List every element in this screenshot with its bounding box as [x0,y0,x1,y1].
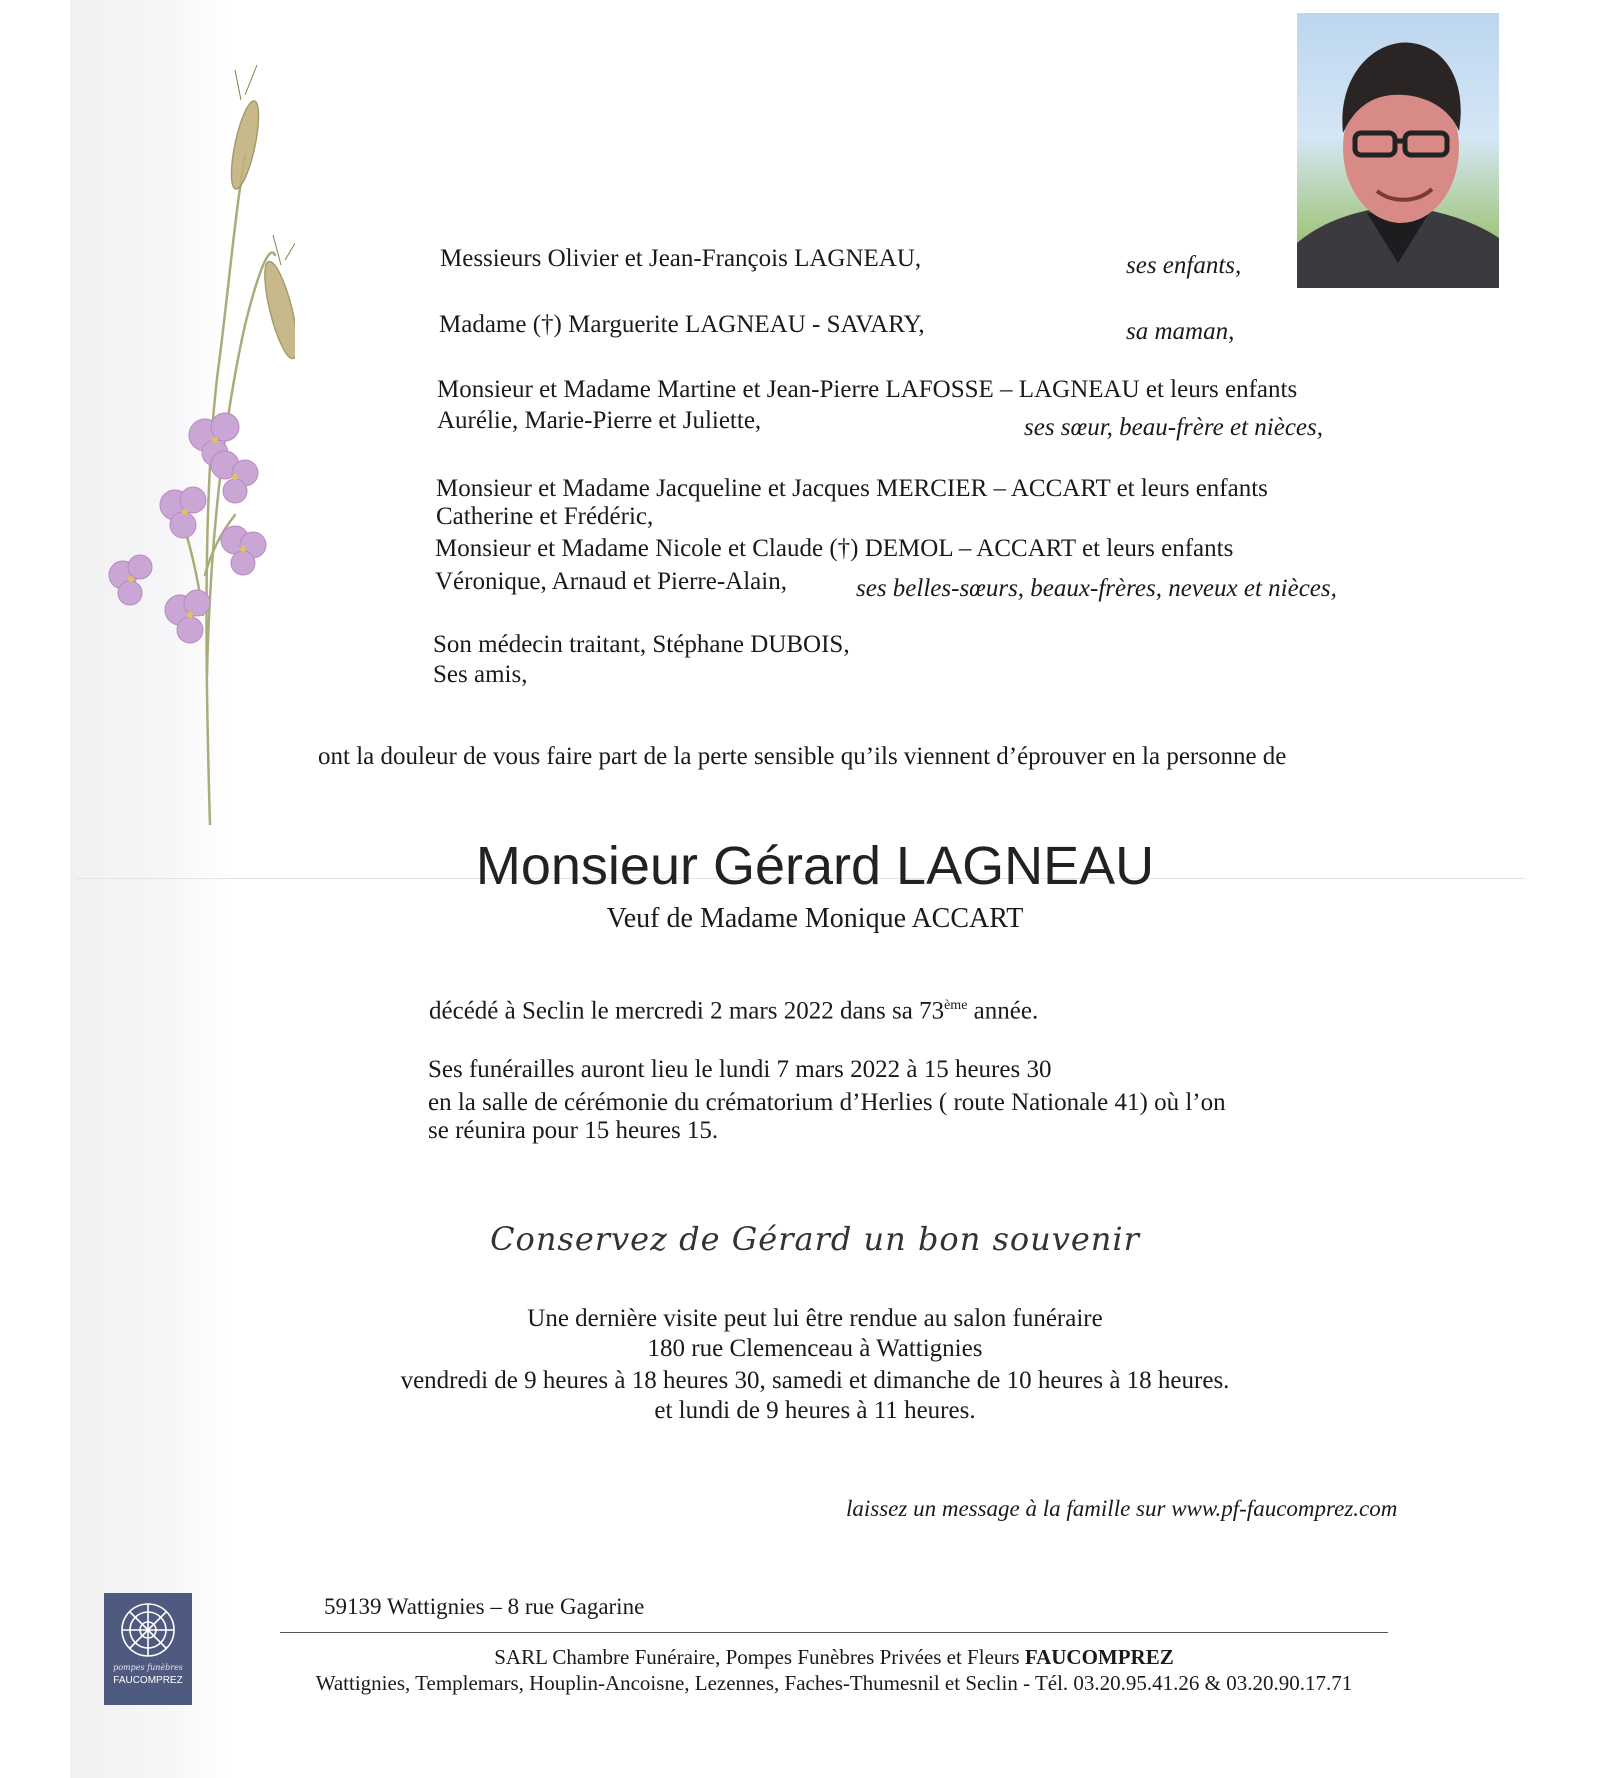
deceased-subtitle: Veuf de Madame Monique ACCART [606,903,1024,934]
relation-mother: sa maman, [1126,318,1235,345]
family-line-sister: Monsieur et Madame Martine et Jean-Pierre LAFOSSE – LAGNEAU et leurs enfants [437,376,1298,403]
relation-sister: ses sœur, beau-frère et nièces, [1024,414,1324,441]
family-line-children: Messieurs Olivier et Jean-François LAGNEAU, [440,245,922,272]
footer-rule [280,1632,1388,1633]
funeral-line-3: se réunira pour 15 heures 15. [428,1117,719,1144]
family-line-sister-children: Aurélie, Marie-Pierre et Juliette, [437,407,762,434]
logo-script: pompes funèbres [113,1663,183,1672]
logo-name: FAUCOMPREZ [113,1675,183,1686]
family-line-mother: Madame (†) Marguerite LAGNEAU - SAVARY, [439,311,925,338]
relation-children: ses enfants, [1126,252,1242,279]
deceased-name: Monsieur Gérard LAGNEAU [475,836,1155,896]
family-line-mercier-children: Catherine et Frédéric, [436,503,654,530]
death-notice [429,991,1038,1026]
footer-company [280,1644,1388,1670]
death-text: décédé à Seclin le mercredi 2 mars 2022 dans sa 73 [429,997,945,1025]
family-line-friends: Ses amis, [433,661,528,688]
message-link[interactable]: laissez un message à la famille sur www.pf-faucomprez.com [846,1496,1398,1521]
footer-company-prefix: SARL Chambre Funéraire, Pompes Funèbres Privées et Fleurs [494,1645,1025,1669]
family-line-demol-children: Véronique, Arnaud et Pierre-Alain, [435,568,787,595]
memory-phrase: Conservez de Gérard un bon souvenir [490,1220,1140,1258]
funeral-line-2: en la salle de cérémonie du crématorium d’Herlies ( route Nationale 41) où l’on [428,1089,1226,1116]
company-logo [104,1593,192,1705]
visit-line-1: Une dernière visite peut lui être rendue au salon funéraire [527,1305,1103,1332]
visit-line-4: et lundi de 9 heures à 11 heures. [654,1397,976,1424]
family-line-demol: Monsieur et Madame Nicole et Claude (†) DEMOL – ACCART et leurs enfants [435,535,1234,562]
portrait-photo [1297,13,1499,288]
funeral-line-1: Ses funérailles auront lieu le lundi 7 mars 2022 à 15 heures 30 [428,1056,1052,1083]
announcement-text: ont la douleur de vous faire part de la perte sensible qu’ils viennent d’éprouver en la personne de [318,743,1287,770]
rosette-icon [104,1595,192,1665]
death-superscript: ème [944,998,968,1013]
address: 59139 Wattignies – 8 rue Gagarine [324,1594,645,1619]
death-text-end: année. [967,997,1039,1025]
footer-locations: Wattignies, Templemars, Houplin-Ancoisne, Lezennes, Faches-Thumesnil et Seclin - Tél. 03.20.95.41.26 & 03.20.90.17.71 [315,1671,1353,1695]
flower-illustration [95,55,295,825]
visit-line-3: vendredi de 9 heures à 18 heures 30, samedi et dimanche de 10 heures à 18 heures. [400,1367,1230,1394]
family-line-doctor: Son médecin traitant, Stéphane DUBOIS, [433,631,850,658]
visit-line-2: 180 rue Clemenceau à Wattignies [647,1335,983,1362]
relation-in-laws: ses belles-sœurs, beaux-frères, neveux et nièces, [856,575,1337,602]
family-line-mercier: Monsieur et Madame Jacqueline et Jacques MERCIER – ACCART et leurs enfants [436,475,1268,502]
footer-company-name: FAUCOMPREZ [1024,1645,1174,1669]
